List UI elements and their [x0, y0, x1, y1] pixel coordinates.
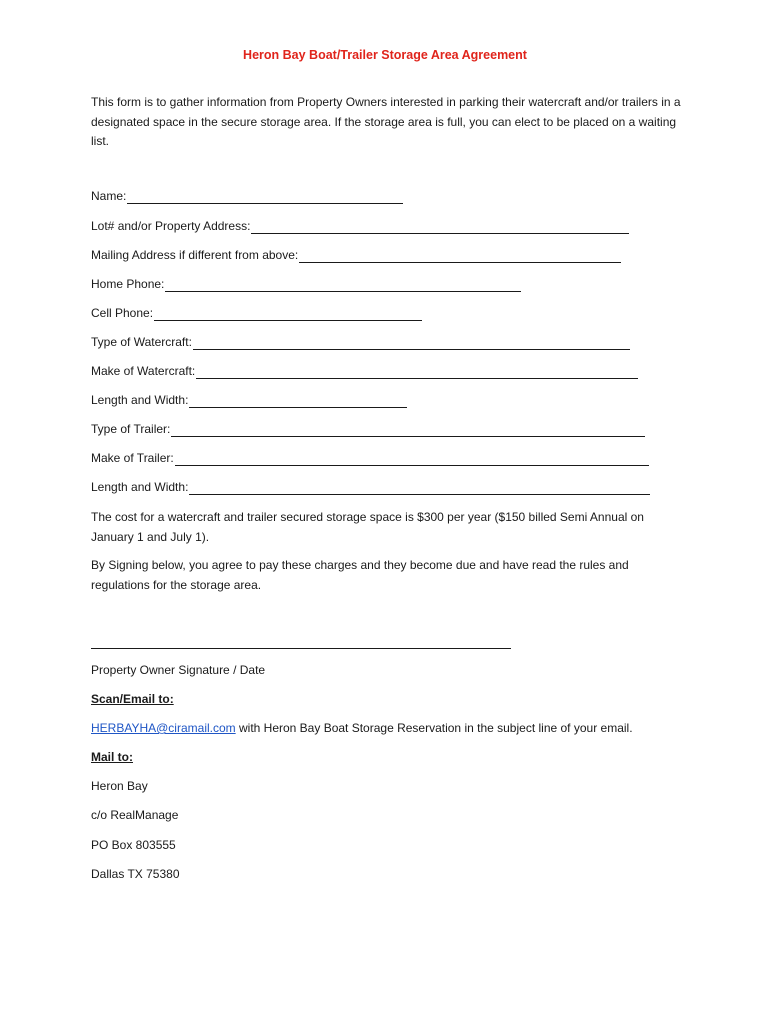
scan-email-heading: Scan/Email to:	[91, 692, 174, 706]
address-line-4: Dallas TX 75380	[91, 867, 180, 881]
watercraft-make-input-line[interactable]	[196, 366, 638, 379]
home-phone-label: Home Phone:	[91, 277, 165, 291]
name-input-line[interactable]	[127, 191, 403, 204]
mailing-input-line[interactable]	[299, 250, 621, 263]
trailer-type-field-row	[91, 421, 645, 437]
form-title: Heron Bay Boat/Trailer Storage Area Agreement	[243, 48, 527, 62]
watercraft-type-label: Type of Watercraft:	[91, 335, 192, 349]
intro-paragraph: This form is to gather information from Property Owners interested in parking their watercraft and/or trailers in a designated space in the secure storage area. If the storage area is full, you can elect to be placed on a waiting list.	[91, 95, 681, 148]
lot-label: Lot# and/or Property Address:	[91, 219, 251, 233]
watercraft-type-input-line[interactable]	[193, 337, 630, 350]
agreement-paragraph: By Signing below, you agree to pay these charges and they become due and have read the rules and regulations for the storage area.	[91, 558, 629, 592]
signature-line[interactable]	[91, 648, 511, 649]
address-line-1: Heron Bay	[91, 779, 148, 793]
address-line-2: c/o RealManage	[91, 808, 179, 822]
trailer-size-input-line[interactable]	[189, 482, 650, 495]
trailer-size-field-row	[91, 479, 650, 495]
lot-field-row	[91, 218, 629, 234]
signature-label: Property Owner Signature / Date	[91, 663, 266, 677]
home-phone-input-line[interactable]	[165, 279, 521, 292]
address-line-3: PO Box 803555	[91, 838, 176, 852]
mail-heading: Mail to:	[91, 750, 133, 764]
watercraft-make-label: Make of Watercraft:	[91, 364, 196, 378]
trailer-make-field-row	[91, 450, 649, 466]
mailing-field-row	[91, 247, 621, 263]
email-instruction-text: with Heron Bay Boat Storage Reservation in the subject line of your email.	[235, 721, 633, 735]
cost-paragraph: The cost for a watercraft and trailer secured storage space is $300 per year ($150 billed Semi Annual on January 1 and July 1).	[91, 510, 644, 544]
lot-input-line[interactable]	[251, 221, 629, 234]
name-label: Name:	[91, 189, 127, 203]
trailer-type-input-line[interactable]	[171, 424, 645, 437]
mailing-label: Mailing Address if different from above:	[91, 248, 299, 262]
name-field-row	[91, 188, 403, 204]
trailer-size-label: Length and Width:	[91, 480, 189, 494]
trailer-make-input-line[interactable]	[175, 453, 649, 466]
trailer-type-label: Type of Trailer:	[91, 422, 171, 436]
trailer-make-label: Make of Trailer:	[91, 451, 174, 465]
cell-phone-field-row	[91, 305, 422, 321]
cell-phone-label: Cell Phone:	[91, 306, 154, 320]
watercraft-make-field-row	[91, 363, 638, 379]
email-instruction	[91, 721, 633, 735]
cell-phone-input-line[interactable]	[154, 308, 422, 321]
email-link[interactable]: HERBAYHA@ciramail.com	[91, 721, 236, 735]
watercraft-size-input-line[interactable]	[189, 395, 407, 408]
watercraft-size-label: Length and Width:	[91, 393, 189, 407]
watercraft-size-field-row	[91, 392, 407, 408]
watercraft-type-field-row	[91, 334, 630, 350]
home-phone-field-row	[91, 276, 521, 292]
